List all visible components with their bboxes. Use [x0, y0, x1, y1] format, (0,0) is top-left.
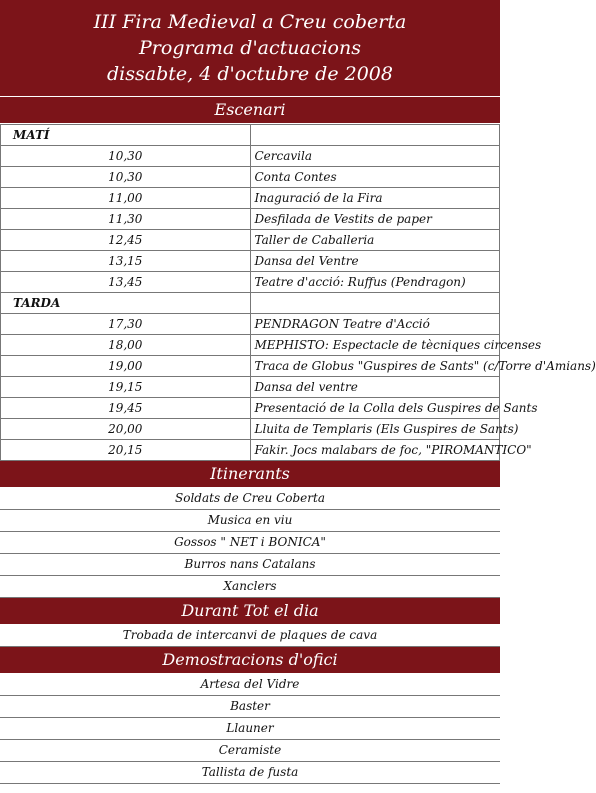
- table-row: [1, 167, 500, 188]
- period-label: MATÍ: [1, 125, 251, 146]
- list-item: Musica en viu: [0, 510, 500, 532]
- time-cell: 19,15: [1, 377, 251, 398]
- time-cell: 17,30: [1, 314, 251, 335]
- time-cell: 10,30: [1, 167, 251, 188]
- time-cell: 13,15: [1, 251, 251, 272]
- table-row: [1, 314, 500, 335]
- schedule-table: [0, 124, 596, 461]
- table-row: [1, 398, 500, 419]
- section-demostracions: Demostracions d'ofici: [0, 647, 500, 674]
- time-cell: 13,45: [1, 272, 251, 293]
- itinerants-list: [0, 488, 500, 598]
- demostracions-list: [0, 674, 500, 784]
- time-cell: 11,00: [1, 188, 251, 209]
- durant-list: [0, 625, 500, 647]
- list-item: Artesa del Vidre: [0, 674, 500, 696]
- list-item: Xanclers: [0, 576, 500, 598]
- period-row: [1, 125, 500, 146]
- table-row: [1, 251, 500, 272]
- section-itinerants: Itinerants: [0, 461, 500, 488]
- period-label: TARDA: [1, 293, 251, 314]
- list-item: Llauner: [0, 718, 500, 740]
- activity-cell: Desfilada de Vestits de paper: [250, 209, 500, 230]
- table-row: [1, 335, 500, 356]
- table-row: [1, 440, 500, 461]
- activity-cell: Dansa del ventre: [250, 377, 500, 398]
- title-banner: [0, 0, 500, 97]
- time-cell: 20,15: [1, 440, 251, 461]
- activity-cell: Cercavila: [250, 146, 500, 167]
- list-item: Trobada de intercanvi de plaques de cava: [0, 625, 500, 647]
- activity-cell: MEPHISTO: Espectacle de tècniques circenses: [250, 335, 500, 356]
- list-item: Tallista de fusta: [0, 762, 500, 784]
- time-cell: 20,00: [1, 419, 251, 440]
- list-item: Soldats de Creu Coberta: [0, 488, 500, 510]
- activity-cell: Lluita de Templaris (Els Guspires de Sants): [250, 419, 500, 440]
- activity-cell: PENDRAGON Teatre d'Acció: [250, 314, 500, 335]
- time-cell: 12,45: [1, 230, 251, 251]
- time-cell: 18,00: [1, 335, 251, 356]
- empty-cell: [250, 125, 500, 146]
- table-row: [1, 188, 500, 209]
- list-item: Ceramiste: [0, 740, 500, 762]
- date-line: dissabte, 4 d'octubre de 2008: [107, 63, 393, 85]
- activity-cell: Presentació de la Colla dels Guspires de Sants: [250, 398, 500, 419]
- empty-cell: [250, 293, 500, 314]
- table-row: [1, 209, 500, 230]
- activity-cell: Teatre d'acció: Ruffus (Pendragon): [250, 272, 500, 293]
- table-row: [1, 146, 500, 167]
- list-item: Burros nans Catalans: [0, 554, 500, 576]
- table-row: [1, 419, 500, 440]
- period-row: [1, 293, 500, 314]
- title-line: III Fira Medieval a Creu coberta: [93, 11, 407, 33]
- activity-cell: Traca de Globus "Guspires de Sants" (c/Torre d'Amians): [250, 356, 500, 377]
- table-row: [1, 377, 500, 398]
- time-cell: 19,00: [1, 356, 251, 377]
- list-item: Baster: [0, 696, 500, 718]
- subtitle-line: Programa d'actuacions: [139, 37, 361, 59]
- activity-cell: Conta Contes: [250, 167, 500, 188]
- table-row: [1, 272, 500, 293]
- activity-cell: Dansa del Ventre: [250, 251, 500, 272]
- table-row: [1, 356, 500, 377]
- activity-cell: Taller de Caballeria: [250, 230, 500, 251]
- time-cell: 19,45: [1, 398, 251, 419]
- section-escenari: Escenari: [0, 97, 500, 124]
- section-durant: Durant Tot el dia: [0, 598, 500, 625]
- time-cell: 11,30: [1, 209, 251, 230]
- activity-cell: Inaguració de la Fira: [250, 188, 500, 209]
- list-item: Gossos " NET i BONICA": [0, 532, 500, 554]
- time-cell: 10,30: [1, 146, 251, 167]
- table-row: [1, 230, 500, 251]
- activity-cell: Fakir. Jocs malabars de foc, "PIROMANTICO": [250, 440, 500, 461]
